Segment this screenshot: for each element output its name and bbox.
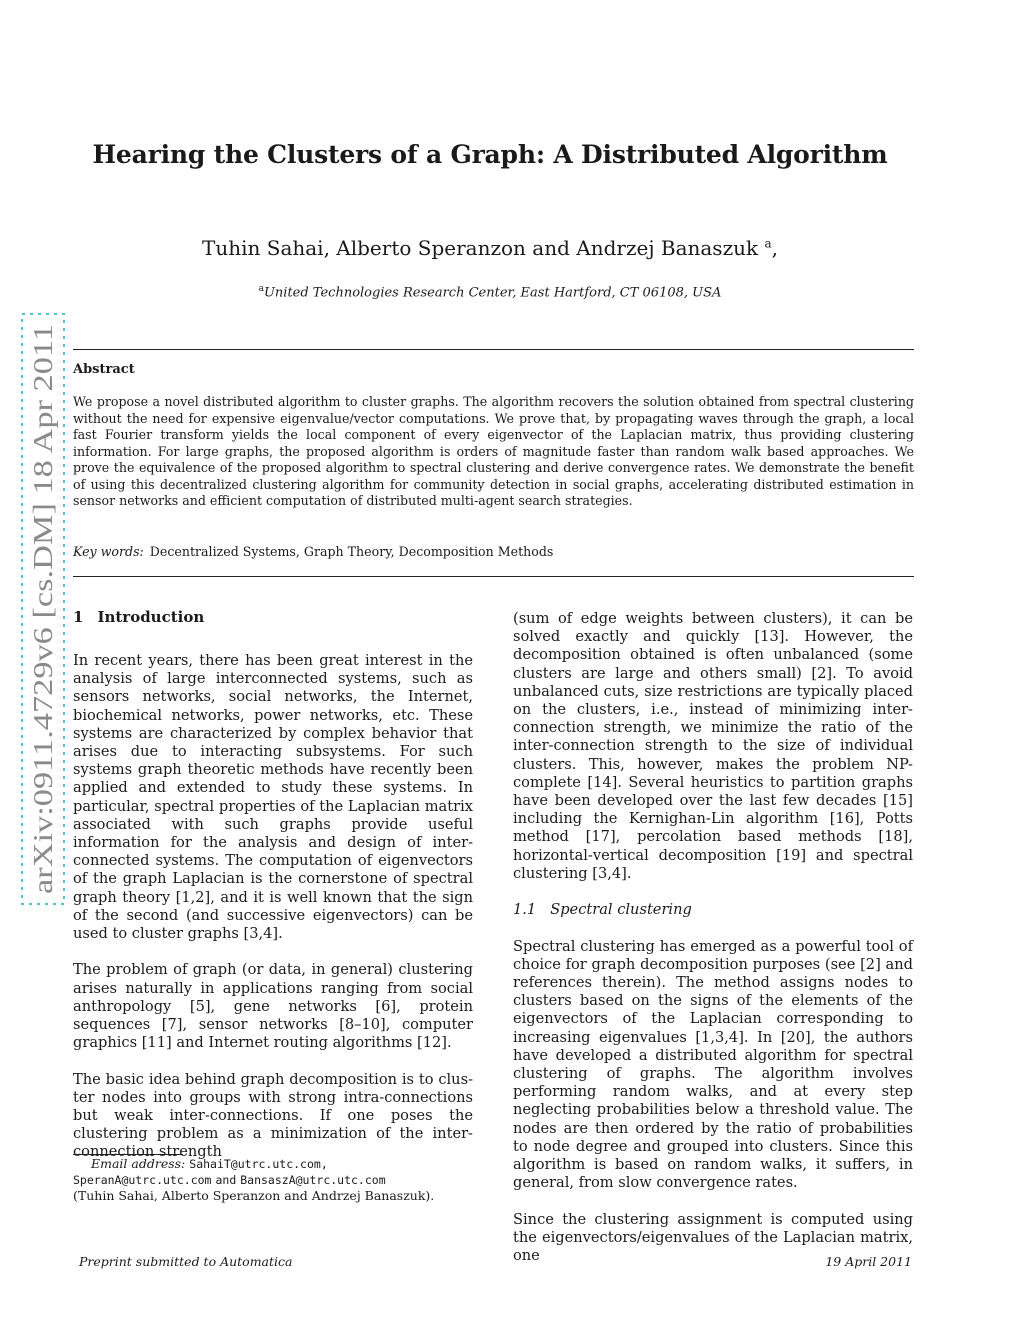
subsection-number: 1.1 [513,901,537,919]
keywords-text: Decentralized Systems, Graph Theory, Decomposition Methods [149,544,554,559]
email-and: and [215,1173,237,1187]
keywords [73,544,553,559]
intro-paragraph-1: In recent years, there has been great interest in the analysis of large interconnected systems, such as sensors networks, social networks, the Internet, biochemical networks, power networks, etc. These systems are characterized by complex behavior that arises due to interacting subsystems. For such systems graph theoretic methods have recently been applied and extended to study these systems. In particular, spectral properties of the Laplacian matrix associated with such graphs provide useful information for the analysis and design of interconnected systems. The computation of eigenvectors of the graph Laplacian is the cornerstone of spectral graph theory [1,2], and it is well known that the sign of the second (and successive eigenvectors) can be used to cluster graphs [3,4]. [73,652,473,943]
section-title: Introduction [97,608,205,626]
intro-paragraph-2: The problem of graph (or data, in general) clustering arises naturally in applications ranging from social anthropology [5], gene networks [6], protein sequences [7], sensor networks [8–10], computer graphics [11] and Internet routing algorithms [12]. [73,961,473,1052]
abstract-text: We propose a novel distributed algorithm to cluster graphs. The algorithm recovers the solution obtained from spectral clustering without the need for expensive eigenvalue/vector computations. We prove that, by propagating waves through the graph, a local fast Fourier transform yields the local component of every eigenvector of the Laplacian matrix, thus providing clustering information. For large graphs, the proposed algorithm is orders of magnitude faster than random walk based approaches. We prove the equivalence of the proposed algorithm to spectral clustering and derive convergence rates. We demonstrate the benefit of using this decentralized clustering algorithm for community detection in social graphs, accelerating distributed estimation in sensor networks and efficient computation of distributed multi-agent search strategies. [73,394,914,508]
footer-date: 19 April 2011 [825,1254,912,1269]
author-names: Tuhin Sahai, Alberto Speranzon and Andrzej Banaszuk [202,236,759,260]
section-heading-introduction [73,608,204,626]
arxiv-identifier-text: arXiv:0911.4729v6 [cs.DM] 18 Apr 2011 [28,446,58,894]
footer-submission-note: Preprint submitted to Automatica [79,1254,293,1269]
intro-paragraph-continued: (sum of edge weights between clusters), it can be solved exactly and quickly [13]. However, the decomposition obtained is often unbalanced (some clusters are large and others small) [2]. To avoid unbalanced cuts, size restrictions are typically placed on the clusters, i.e., instead of minimizing inter-connection strength, we minimize the ratio of the inter-connection strength to the size of individual clusters. This, however, makes the problem NP-complete [14]. Several heuristics to partition graphs have been developed over the last few decades [15] including the Kernighan-Lin algorithm [16], Potts method [17], percolation based methods [18], horizontal-vertical decomposition [19] and spectral clustering [3,4]. [513,610,913,882]
keywords-label: Key words: [73,544,144,559]
abstract-heading: Abstract [73,362,135,377]
intro-paragraph-3: The basic idea behind graph decomposition is to cluster nodes into groups with strong intra-connections but weak inter-connections. If one poses the clustering problem as a minimization of the inter-connection strength [73,1070,473,1161]
footnote-label: Email address: [91,1156,186,1171]
footnote-rule [73,1154,183,1155]
author-list [0,236,980,260]
right-column [513,610,913,1283]
author-trailing-comma: , [771,236,778,260]
paper-title: Hearing the Clusters of a Graph: A Distributed Algorithm [92,140,888,169]
spectral-paragraph-1: Spectral clustering has emerged as a powerful tool of choice for graph decomposition purposes (see [2] and references therein). The method assigns nodes to clusters based on the signs of the elements of the eigenvectors of the Laplacian corresponding to increasing eigenvalues [1,3,4]. In [20], the authors have developed a distributed algorithm for spectral clustering of graphs. The algorithm involves performing random walks, and at every step neglecting probabilities below a threshold value. The nodes are then ordered by the ratio of probabilities to node degree and grouped into clusters. Since this algorithm is based on random walks, it suffers, in general, from slow convergence rates. [513,937,913,1192]
affiliation-mark: a [258,284,264,294]
footnote [73,1156,483,1204]
subsection-heading-spectral-clustering [513,901,913,919]
subsection-title: Spectral clustering [550,901,692,919]
section-number: 1 [73,608,84,626]
arxiv-identifier-stamp [20,312,66,906]
footnote-names: (Tuhin Sahai, Alberto Speranzon and Andrzej Banaszuk). [73,1188,435,1203]
abstract-bottom-rule [73,576,914,577]
affiliation-text: United Technologies Research Center, East Hartford, CT 06108, USA [263,285,722,301]
email-speranzon[interactable]: SperanA@utrc.utc.com [73,1173,212,1187]
author-affiliation-mark: a [764,236,772,251]
email-sahai[interactable]: SahaiT@utrc.utc.com, [189,1157,328,1171]
affiliation [0,284,980,300]
left-column [73,652,473,1180]
abstract-top-rule [73,349,914,350]
spectral-paragraph-2: Since the clustering assignment is computed using the eigenvectors/eigenvalues of the Laplacian matrix, one [513,1210,913,1265]
email-banaszuk[interactable]: BansaszA@utrc.utc.com [240,1173,386,1187]
